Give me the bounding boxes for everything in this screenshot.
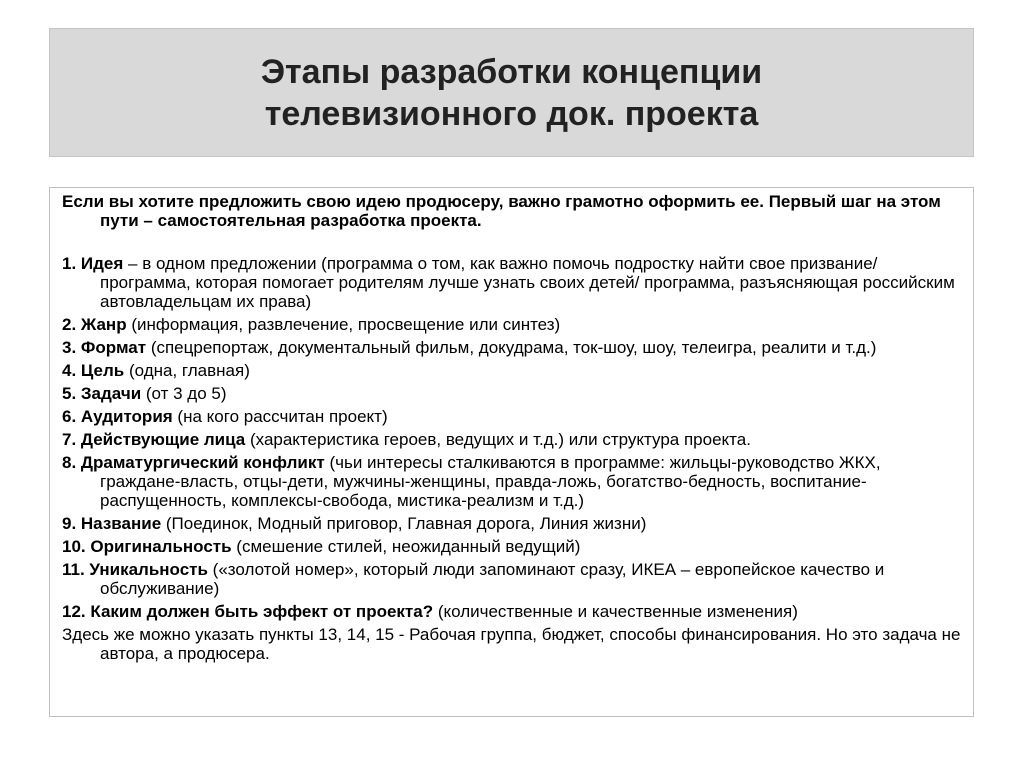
list-item-desc: («золотой номер», который люди запоминают сразу, ИКЕА – европейское качество и обслуживание) xyxy=(100,560,885,598)
list-item-name xyxy=(62,514,963,533)
list-item-term: 8. Драматургический конфликт xyxy=(62,453,325,472)
list-item-desc: (на кого рассчитан проект) xyxy=(172,407,388,426)
list-item-term: 6. Аудитория xyxy=(62,407,173,426)
list-item-term: 12. Каким должен быть эффект от проекта? xyxy=(62,602,434,621)
list-item-characters xyxy=(62,430,963,449)
list-item-conflict xyxy=(62,453,963,510)
list-item-idea xyxy=(62,254,963,311)
intro-paragraph: Если вы хотите предложить свою идею продюсеру, важно грамотно оформить ее. Первый шаг на этом пути – самостоятельная разработка проекта. xyxy=(62,192,941,230)
list-item-desc: (Поединок, Модный приговор, Главная дорога, Линия жизни) xyxy=(161,514,647,533)
list-item-desc: (спецрепортаж, документальный фильм, докудрама, ток-шоу, шоу, телеигра, реалити и т.д.) xyxy=(146,338,877,357)
list-item-term: 2. Жанр xyxy=(62,315,127,334)
list-item-desc: (количественные и качественные изменения) xyxy=(433,602,798,621)
list-item-desc: (одна, главная) xyxy=(124,361,250,380)
slide-title-line-1: Этапы разработки концепции xyxy=(260,52,763,91)
list-item-term: 7. Действующие лица xyxy=(62,430,246,449)
list-item-term: 1. Идея xyxy=(62,254,124,273)
list-item-desc: (информация, развлечение, просвещение или синтез) xyxy=(126,315,561,334)
list-item-desc: – в одном предложении (программа о том, как важно помочь подростку найти свое призвание/ программа, которая помогает родителям лучше узнать своих детей/ программа, разъясняющая российским автовладельцам их права) xyxy=(100,254,955,311)
list-item-term: 9. Название xyxy=(62,514,162,533)
list-item-desc: (характеристика героев, ведущих и т.д.) или структура проекта. xyxy=(245,430,751,449)
list-item-goal xyxy=(62,361,963,380)
slide-title-line-2: телевизионного док. проекта xyxy=(264,94,759,133)
slide-content-box xyxy=(49,187,974,717)
list-item-term: 11. Уникальность xyxy=(62,560,208,579)
list-item-term: 3. Формат xyxy=(62,338,147,357)
list-item-effect xyxy=(62,602,963,621)
list-item-term: 10. Оригинальность xyxy=(62,537,232,556)
list-item-uniqueness xyxy=(62,560,963,598)
list-item-originality xyxy=(62,537,963,556)
list-item-term: 4. Цель xyxy=(62,361,125,380)
slide-title-box xyxy=(49,28,974,157)
list-item-genre xyxy=(62,315,963,334)
list-item-desc: (от 3 до 5) xyxy=(141,384,227,403)
list-item-desc: (чьи интересы сталкиваются в программе: жильцы-руководство ЖКХ, граждане-власть, отцы-дети, мужчины-женщины, правда-ложь, богатство-бедность, воспитание-распущенность, комплексы-свобода, мистика-реализм и т.д.) xyxy=(100,453,881,510)
list-item-tasks xyxy=(62,384,963,403)
footer-paragraph: Здесь же можно указать пункты 13, 14, 15 - Рабочая группа, бюджет, способы финансирования. Но это задача не автора, а продюсера. xyxy=(62,625,961,663)
list-item-desc: (смешение стилей, неожиданный ведущий) xyxy=(231,537,581,556)
list-item-format xyxy=(62,338,963,357)
list-item-term: 5. Задачи xyxy=(62,384,142,403)
list-item-audience xyxy=(62,407,963,426)
